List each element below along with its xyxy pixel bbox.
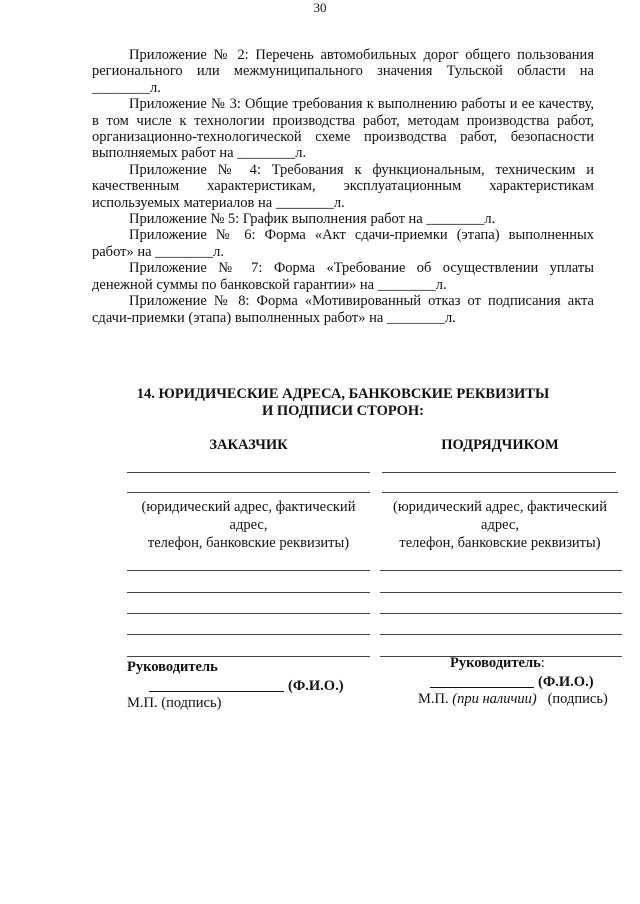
customer-note-line-1: (юридический адрес, фактический — [141, 499, 356, 515]
contractor-details-line-1[interactable] — [380, 570, 622, 571]
appendix-list — [92, 47, 594, 326]
customer-heading: ЗАКАЗЧИК — [209, 437, 288, 453]
contractor-note-line-2: адрес, — [481, 517, 519, 533]
appendix-8: Приложение № 8: Форма «Мотивированный отказ от подписания акта сдачи-приемки (этапа) выполненных работ» на ________л. — [92, 293, 594, 326]
contractor-details-line-4[interactable] — [380, 634, 622, 635]
section-title-line-2: И ПОДПИСИ СТОРОН: — [261, 403, 425, 419]
contractor-details-note — [380, 498, 620, 552]
appendix-6: Приложение № 6: Форма «Акт сдачи-приемки (этапа) выполненных работ» на ________л. — [92, 227, 594, 260]
section-title-line-1: 14. ЮРИДИЧЕСКИЕ АДРЕСА, БАНКОВСКИЕ РЕКВИЗИТЫ — [136, 386, 550, 402]
customer-details-line-5[interactable] — [127, 656, 370, 657]
customer-signature-line[interactable] — [149, 691, 284, 692]
customer-name-line-1[interactable] — [127, 472, 370, 473]
contractor-fio-label: (Ф.И.О.) — [538, 674, 594, 690]
contractor-signer-role-colon: : — [540, 655, 545, 671]
customer-details-line-4[interactable] — [127, 634, 370, 635]
contractor-signature-label: (подпись) — [547, 691, 608, 707]
contractor-name-line-2[interactable] — [382, 492, 618, 493]
contractor-name-line-1[interactable] — [382, 472, 616, 473]
contractor-signer-role-text: Руководитель — [450, 655, 541, 671]
customer-details-line-3[interactable] — [127, 613, 370, 614]
customer-note-line-3: телефон, банковские реквизиты) — [147, 535, 350, 551]
contractor-note-line-1: (юридический адрес, фактический — [393, 499, 607, 515]
contractor-stamp-mark: М.П. — [418, 691, 449, 707]
appendix-7: Приложение № 7: Форма «Требование об осуществлении уплаты денежной суммы по банковской гарантии» на ________л. — [92, 260, 594, 293]
contractor-note-line-3: телефон, банковские реквизиты) — [399, 535, 601, 551]
appendix-3: Приложение № 3: Общие требования к выполнению работы и ее качеству, в том числе к технологии производства работ, методам производства работ, организационно-технологической схеме производства работ, безопасности выполняемых работ на ________л. — [92, 96, 594, 162]
contractor-details-line-3[interactable] — [380, 613, 622, 614]
contractor-stamp-optional: (при наличии) — [452, 691, 537, 707]
appendix-5: Приложение № 5: График выполнения работ на ________л. — [129, 211, 496, 228]
appendix-2: Приложение № 2: Перечень автомобильных дорог общего пользования регионального или межмуниципального значения Тульской области на ________л. — [92, 47, 594, 96]
contractor-signer-role — [450, 655, 545, 672]
contractor-signature-line[interactable] — [430, 687, 534, 688]
customer-note-line-2: адрес, — [229, 517, 268, 533]
contractor-details-line-2[interactable] — [380, 592, 622, 593]
customer-details-note — [127, 498, 370, 552]
customer-details-line-2[interactable] — [127, 592, 370, 593]
customer-details-line-1[interactable] — [127, 570, 370, 571]
appendix-4: Приложение № 4: Требования к функциональным, техническим и качественным характеристикам, эксплуатационным характеристикам используемых материалов на ________л. — [92, 161, 594, 211]
section-title — [92, 386, 594, 420]
contractor-sign-note — [418, 691, 608, 708]
customer-fio-label: (Ф.И.О.) — [288, 678, 344, 694]
customer-name-line-2[interactable] — [127, 492, 370, 493]
customer-signer-role: Руководитель — [127, 659, 218, 675]
contractor-heading: ПОДРЯДЧИКОМ — [441, 437, 559, 453]
page-number: 30 — [313, 0, 327, 15]
customer-sign-note: М.П. (подпись) — [127, 695, 222, 711]
